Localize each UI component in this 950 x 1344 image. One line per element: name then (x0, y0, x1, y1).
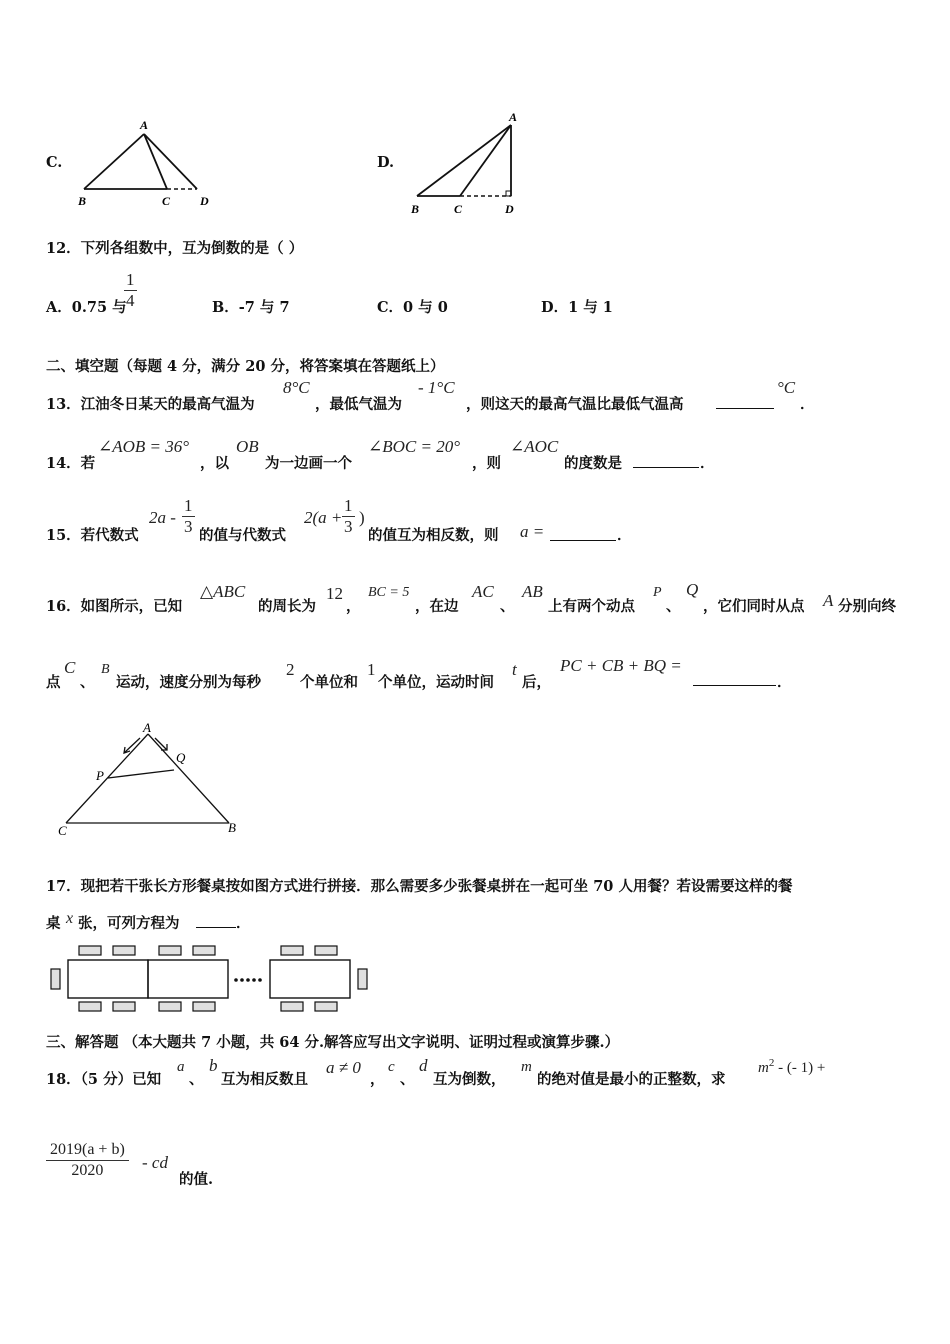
q15-text-2: 的值与代数式 (199, 527, 286, 544)
dining-tables-figure (46, 940, 376, 1020)
q15-text-3: 的值互为相反数，则 (368, 527, 499, 544)
q18-minus-cd: - cd (142, 1153, 168, 1172)
q13-max-temp: 8°C (283, 378, 310, 397)
fig-q16-point-q: Q (176, 750, 186, 765)
q16-point-p: P (653, 585, 662, 600)
q17-line-2a: 桌 (46, 915, 61, 932)
q16-text-8: 分别向终 (838, 598, 896, 615)
q17-answer-blank[interactable] (196, 927, 236, 928)
triangle-figure-d (405, 105, 535, 220)
q16-text-5: 上有两个动点 (548, 598, 635, 615)
q16-answer-blank[interactable] (693, 685, 776, 686)
fig-q16-vertex-b: B (228, 820, 236, 835)
q12-option-c: C．0 与 0 (377, 299, 448, 316)
q14-text-2: ，以 (200, 455, 229, 472)
q16-l2-speed-q: 1 (367, 660, 376, 679)
q12-stem: 12．下列各组数中，互为倒数的是（ ） (46, 240, 304, 257)
q15-expr-1: 2a - (149, 508, 176, 527)
q18-text-7: 的绝对值是最小的正整数，求 (537, 1071, 726, 1088)
q16-l2-text-3: 运动，速度分别为每秒 (116, 674, 261, 691)
q18-text-3: 互为相反数且 (221, 1071, 308, 1088)
q16-point-a: A (823, 591, 834, 610)
q18-var-m: m (521, 1059, 532, 1075)
q16-l2-text-7: ． (777, 674, 792, 691)
moving-points-triangle-figure (52, 720, 252, 840)
q18-var-c: c (388, 1059, 395, 1075)
q18-text-6: 互为倒数， (433, 1071, 506, 1088)
q18-text-8: 的值. (179, 1171, 214, 1188)
fig-c-vertex-c: C (162, 194, 171, 208)
fig-q16-vertex-c: C (58, 823, 67, 838)
q13-unit: °C (777, 378, 796, 397)
q16-side-ac: AC (472, 582, 494, 601)
fig-q16-point-p: P (96, 768, 104, 783)
q16-text-2: 的周长为 (258, 598, 316, 615)
option-c-label: C. (46, 154, 63, 171)
q13-answer-blank[interactable] (716, 408, 774, 409)
q14-text-4: ，则 (472, 455, 501, 472)
q18-var-d: d (419, 1056, 428, 1075)
q14-angle-aob: ∠AOB = 36° (98, 437, 190, 456)
q13-text-2: ，最低气温为 (315, 396, 402, 413)
q16-text-7: ，它们同时从点 (703, 598, 805, 615)
q16-text-4: 、 (500, 598, 515, 615)
q16-l2-text-1: 点 (46, 674, 61, 691)
q14-text-3: 为一边画一个 (265, 455, 352, 472)
q18-text-1: 18．（5 分）已知 (46, 1071, 162, 1088)
q12-option-d: D．1 与 1 (541, 299, 613, 316)
q18-expression-start: $m^2$ - (- 1) + (758, 1057, 826, 1076)
q12-fraction-quarter: $\frac{1}{4}$ (126, 270, 135, 310)
q12-option-a: A．0.75 与 (46, 299, 127, 316)
section-3-heading: 三、解答题 （本大题共 7 小题，共 64 分.解答应写出文字说明、证明过程或演算步骤.） (46, 1034, 620, 1051)
q18-var-b: b (209, 1056, 218, 1075)
q15-expr-2-close: ) (359, 508, 365, 527)
q16-perimeter: 12 (326, 584, 343, 603)
q18-text-5: 、 (400, 1071, 415, 1088)
q15-answer-blank[interactable] (550, 540, 616, 541)
q18-fraction: $\frac{2019(a + b)}{2020}$ (46, 1140, 129, 1181)
fig-c-vertex-a: A (140, 118, 149, 132)
q16-text-1: 16．如图所示，已知 (46, 598, 183, 615)
fig-c-vertex-b: B (78, 194, 87, 208)
fig-q16-vertex-a: A (143, 720, 151, 735)
q14-angle-aoc: ∠AOC (510, 437, 559, 456)
fig-c-vertex-d: D (200, 194, 209, 208)
section-2-heading: 二、填空题（每题 4 分，满分 20 分，将答案填在答题纸上） (46, 358, 445, 375)
q16-l2-point-c: C (64, 658, 76, 677)
q16-text-6: 、 (666, 598, 681, 615)
q17-line-2c: ． (236, 915, 251, 932)
fig-d-vertex-a: A (509, 110, 518, 124)
q16-l2-text-6: 后， (522, 674, 551, 691)
q18-a-nonzero: a ≠ 0 (326, 1058, 361, 1077)
q17-var-x: x (66, 910, 74, 927)
q14-answer-blank[interactable] (633, 467, 699, 468)
q13-text-1: 13．江油冬日某天的最高气温为 (46, 396, 255, 413)
q13-text-4: ． (800, 396, 815, 413)
q12-option-b: B．-7 与 7 (212, 299, 290, 316)
q16-l2-text-4: 个单位和 (300, 674, 358, 691)
q18-text-4: ， (370, 1071, 385, 1088)
q16-text-3: ，在边 (415, 598, 459, 615)
q16-l2-expression: PC + CB + BQ = (560, 656, 682, 675)
option-d-label: D. (377, 154, 395, 171)
q15-fraction-2: $\frac{1}{3}$ (344, 496, 353, 536)
q13-text-3: ，则这天的最高气温比最低气温高 (466, 396, 684, 413)
q18-text-2: 、 (189, 1071, 204, 1088)
q16-bc-length: BC = 5 (368, 585, 410, 600)
q15-var-a: a = (520, 522, 545, 541)
q16-l2-point-b: B (101, 662, 110, 677)
q17-line-2b: 张，可列方程为 (78, 915, 180, 932)
q16-point-q: Q (686, 580, 699, 599)
q14-ob: OB (236, 437, 259, 456)
q18-var-a: a (177, 1059, 185, 1075)
q16-l2-text-2: 、 (80, 674, 95, 691)
q14-text-1: 14．若 (46, 455, 96, 472)
q15-text-4: ． (617, 527, 632, 544)
triangle-figure-c (72, 112, 222, 212)
q16-l2-speed-p: 2 (286, 660, 295, 679)
fig-d-vertex-b: B (411, 202, 420, 216)
q15-expr-2: 2(a + (304, 508, 343, 527)
q15-text-1: 15．若代数式 (46, 527, 139, 544)
q16-l2-text-5: 个单位，运动时间 (378, 674, 494, 691)
q13-min-temp: - 1°C (418, 378, 455, 397)
fig-d-vertex-d: D (505, 202, 514, 216)
q14-text-5: 的度数是 (564, 455, 622, 472)
fig-d-vertex-c: C (454, 202, 463, 216)
q16-text-2b: ， (346, 598, 361, 615)
q17-line-1: 17．现把若干张长方形餐桌按如图方式进行拼接．那么需要多少张餐桌拼在一起可坐 70 人用餐？若设需要这样的餐 (46, 878, 793, 895)
q16-side-ab: AB (522, 582, 543, 601)
q15-fraction-1: $\frac{1}{3}$ (184, 496, 193, 536)
q16-triangle-abc: △ABC (200, 582, 246, 601)
q16-l2-time-t: t (512, 660, 517, 679)
q14-angle-boc: ∠BOC = 20° (368, 437, 461, 456)
q14-text-6: ． (700, 455, 715, 472)
